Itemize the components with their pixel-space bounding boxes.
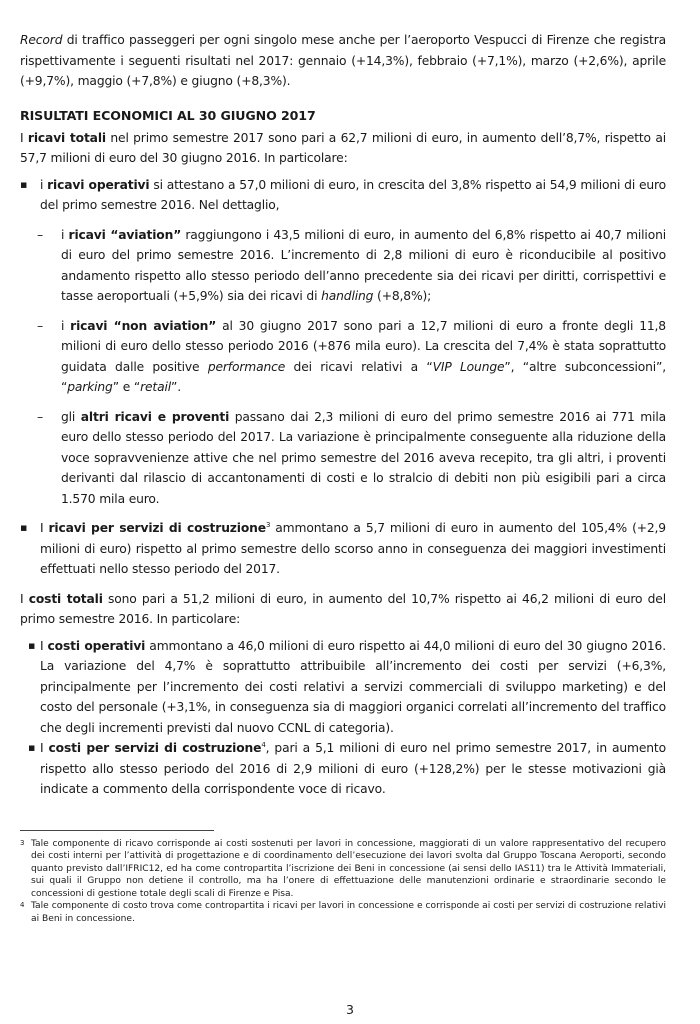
dash-bullet-icon: –: [37, 227, 43, 242]
costi-totali-term: costi totali: [28, 591, 103, 606]
text-run: I: [20, 591, 29, 606]
text-run: ”, “altre subconcessioni”, “: [61, 359, 667, 394]
text-run: i: [61, 318, 71, 333]
costi-totali-paragraph: [20, 589, 666, 630]
footnote-number: 4: [20, 901, 25, 910]
intro-text: di traffico passeggeri per ogni singolo mese anche per l’aeroporto Vespucci di Firenze che registra rispettivamente i seguenti risultati nel 2017: gennaio (+14,3%), febbraio (+7,1%), marzo (+2,6%), aprile (+9,7%), maggio (+7,8%) e giugno (+8,3%).: [20, 33, 666, 88]
dash-bullet-icon: –: [37, 409, 43, 424]
square-bullet-icon: ▪: [28, 741, 36, 754]
text-run: dei ricavi relativi a “: [285, 359, 433, 374]
text-run: gli: [61, 409, 81, 424]
text-run: I: [40, 741, 49, 755]
dash-item-altri-ricavi: [20, 407, 666, 510]
handling-word: handling: [321, 289, 374, 303]
footnote-separator: [20, 830, 214, 831]
footnote-number: 3: [20, 838, 25, 847]
ricavi-operativi-term: ricavi operativi: [47, 177, 150, 192]
footnote-ref[interactable]: 4: [261, 740, 266, 749]
bullet-ricavi-costruzione: [20, 518, 666, 580]
text-run: I: [40, 638, 48, 653]
text-run: , pari a 5,1 milioni di euro nel primo semestre 2017, in aumento rispetto allo stesso periodo del 2016 di 2,9 milioni di euro (+128,2%) per le stesse motivazioni già indicate a commento della corrispondente voce di ricavo.: [40, 741, 666, 796]
intro-paragraph: [20, 30, 666, 92]
bullet-ricavi-operativi: [20, 175, 666, 216]
italic-run: parking: [67, 380, 113, 394]
italic-run: retail: [140, 380, 172, 394]
dash-bullet-icon: –: [37, 318, 43, 333]
ricavi-totali-term: ricavi totali: [27, 130, 106, 145]
text-run: I: [20, 130, 28, 145]
ricavi-totali-paragraph: [20, 128, 666, 169]
document-page: [20, 30, 666, 926]
text-run: al 30 giugno 2017 sono pari a 12,7 milioni di euro a fronte degli 11,8 milioni di euro dello stesso periodo 2016 (+876 mila euro). La crescita del 7,4% è stata soprattutto guidata dalle positive: [61, 318, 666, 374]
text-run: passano dai 2,3 milioni di euro del primo semestre 2016 ai 771 mila euro dello stesso periodo del 2017. La variazione è principalmente conseguente alla riduzione della voce sopravvenienze attive che nel primo semestre del 2016 aveva recepito, tra gli altri, i proventi derivanti dal rilascio di accantonamenti di costi e lo stralcio di debiti non più esigibili pari a circa 1.570 mila euro.: [61, 409, 666, 506]
dash-item-aviation: [20, 225, 666, 307]
non-aviation-term: ricavi “non aviation”: [70, 318, 217, 333]
text-run: i: [61, 227, 69, 242]
footnote-ref[interactable]: 3: [265, 520, 271, 529]
footnote-4: [20, 900, 666, 925]
ricavi-costruzione-term: ricavi per servizi di costruzione: [48, 521, 266, 535]
italic-run: performance: [207, 359, 286, 374]
text-run: nel primo semestre 2017 sono pari a 62,7 milioni di euro, in aumento dell’8,7%, rispetto ai 57,7 milioni di euro del 30 giugno 2016. In particolare:: [20, 130, 666, 165]
footnote-3: [20, 838, 666, 901]
square-bullet-icon: ▪: [28, 638, 36, 652]
text-run: I: [40, 521, 49, 535]
bullet-costi-costruzione: [20, 738, 666, 800]
altri-ricavi-term: altri ricavi e proventi: [80, 409, 230, 424]
costi-costruzione-term: costi per servizi di costruzione: [48, 741, 262, 755]
section-heading: RISULTATI ECONOMICI AL 30 GIUGNO 2017: [20, 107, 316, 123]
text-run: ”.: [171, 380, 181, 394]
square-bullet-icon: ▪: [20, 177, 28, 191]
text-run: (+8,8%);: [373, 289, 432, 303]
text-run: ammontano a 46,0 milioni di euro rispetto ai 44,0 milioni di euro del 30 giugno 2016. La variazione del 4,7% è soprattutto attribuibile all’incremento dei costi per servizi (+6,3%, principalmente per l’incremento dei costi relativi a servizi commerciali di sviluppo marketing) e del costo del personale (+3,1%, in conseguenza sia di maggiori organici correlati all’incremento del traffico che degli incrementi previsti dal nuovo CCNL di categoria).: [40, 638, 666, 735]
text-run: raggiungono i 43,5 milioni di euro, in aumento del 6,8% rispetto ai 40,7 milioni di euro del primo semestre 2016. L’incremento di 2,8 milioni di euro è riconducibile al positivo andamento rispetto allo stesso periodo dell’anno precedente sia dei ricavi per diritti, corrispettivi e tasse aeroportuali (+5,9%) sia dei ricavi di: [61, 227, 666, 303]
page-number: 3: [346, 1002, 354, 1017]
text-run: ammontano a 5,7 milioni di euro in aumento del 105,4% (+2,9 milioni di euro) rispetto al primo semestre dello scorso anno in conseguenza dei maggiori investimenti effettuati nello stesso periodo del 2017.: [40, 521, 666, 576]
italic-run: VIP Lounge: [432, 359, 505, 374]
text-run: ” e “: [112, 380, 141, 394]
bullet-costi-operativi: [20, 636, 666, 739]
text-run: sono pari a 51,2 milioni di euro, in aumento del 10,7% rispetto ai 46,2 milioni di euro del primo semestre 2016. In particolare:: [20, 591, 666, 626]
text-run: si attestano a 57,0 milioni di euro, in crescita del 3,8% rispetto ai 54,9 milioni di euro del primo semestre 2016. Nel dettaglio,: [40, 177, 667, 212]
footnote-text: Tale componente di costo trova come contropartita i ricavi per lavori in concessione e corrisponde ai costi per servizi di costruzione relativi ai Beni in concessione.: [31, 901, 666, 925]
record-word: Record: [20, 33, 63, 47]
text-run: i: [40, 177, 48, 192]
costi-operativi-term: costi operativi: [47, 638, 146, 653]
aviation-term: ricavi “aviation”: [68, 227, 182, 242]
dash-item-non-aviation: [20, 316, 666, 398]
footnote-text: Tale componente di ricavo corrisponde ai costi sostenuti per lavori in concessione, maggiorati di un valore rappresentativo del recupero dei costi interni per l’attività di progettazione e di coordinamento dell’esecuzione dei lavori svolta dal Gruppo Toscana Aeroporti, secondo quanto previsto dall’IFRIC12, ed ha come contropartita l’iscrizione dei Beni in concessione (ai sensi dello IAS11) tra le Attività Immateriali, sui quali il Gruppo non detiene il controllo, ma ha l’onere di effettuazione delle manutenzioni ordinarie e straordinarie secondo le concessioni di gestione totale degli scali di Firenze e Pisa.: [31, 838, 666, 899]
square-bullet-icon: ▪: [20, 521, 28, 534]
